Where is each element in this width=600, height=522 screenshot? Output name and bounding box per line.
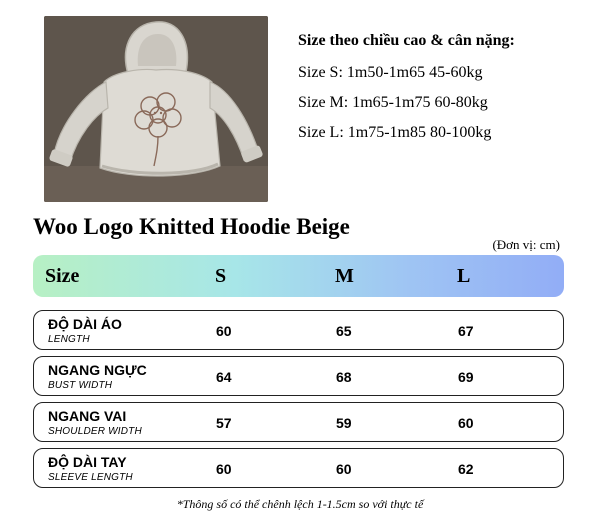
header-size-s: S	[215, 265, 227, 287]
table-row-sleeve-length	[33, 448, 564, 488]
footnote: *Thông số có thể chênh lệch 1-1.5cm so với thực tế	[176, 497, 424, 511]
value-l: 69	[458, 369, 474, 385]
size-guide-line-m: Size M: 1m65-1m75 60-80kg	[298, 94, 488, 111]
hoodie-image	[44, 16, 268, 202]
size-guide-line-s: Size S: 1m50-1m65 45-60kg	[298, 64, 483, 81]
value-s: 64	[216, 369, 232, 385]
header-size-label: Size	[45, 265, 80, 287]
row-label-vn: NGANG VAI	[48, 408, 127, 424]
header-size-l: L	[457, 265, 471, 287]
size-table-header	[33, 255, 564, 297]
value-l: 62	[458, 461, 474, 477]
product-photo	[44, 16, 268, 202]
row-label-vn: ĐỘ DÀI TAY	[48, 454, 127, 470]
row-label-en: SHOULDER WIDTH	[48, 426, 142, 437]
value-m: 60	[336, 461, 352, 477]
row-label-en: SLEEVE LENGTH	[48, 472, 133, 483]
row-label-en: LENGTH	[48, 334, 90, 345]
table-row-bust-width	[33, 356, 564, 396]
size-guide	[298, 32, 515, 154]
value-l: 60	[458, 415, 474, 431]
product-title: Woo Logo Knitted Hoodie Beige	[33, 214, 350, 239]
table-row-length	[33, 310, 564, 350]
unit-note: (Đơn vị: cm)	[492, 237, 560, 252]
value-s: 60	[216, 461, 232, 477]
value-s: 60	[216, 323, 232, 339]
value-s: 57	[216, 415, 232, 431]
value-l: 67	[458, 323, 474, 339]
size-guide-title: Size theo chiều cao & cân nặng:	[298, 32, 515, 49]
value-m: 68	[336, 369, 352, 385]
value-m: 59	[336, 415, 352, 431]
row-label-en: BUST WIDTH	[48, 380, 113, 391]
row-label-vn: ĐỘ DÀI ÁO	[48, 316, 122, 332]
table-row-shoulder-width	[33, 402, 564, 442]
header-size-m: M	[335, 265, 354, 287]
value-m: 65	[336, 323, 352, 339]
size-guide-line-l: Size L: 1m75-1m85 80-100kg	[298, 124, 492, 141]
row-label-vn: NGANG NGỰC	[48, 362, 147, 378]
